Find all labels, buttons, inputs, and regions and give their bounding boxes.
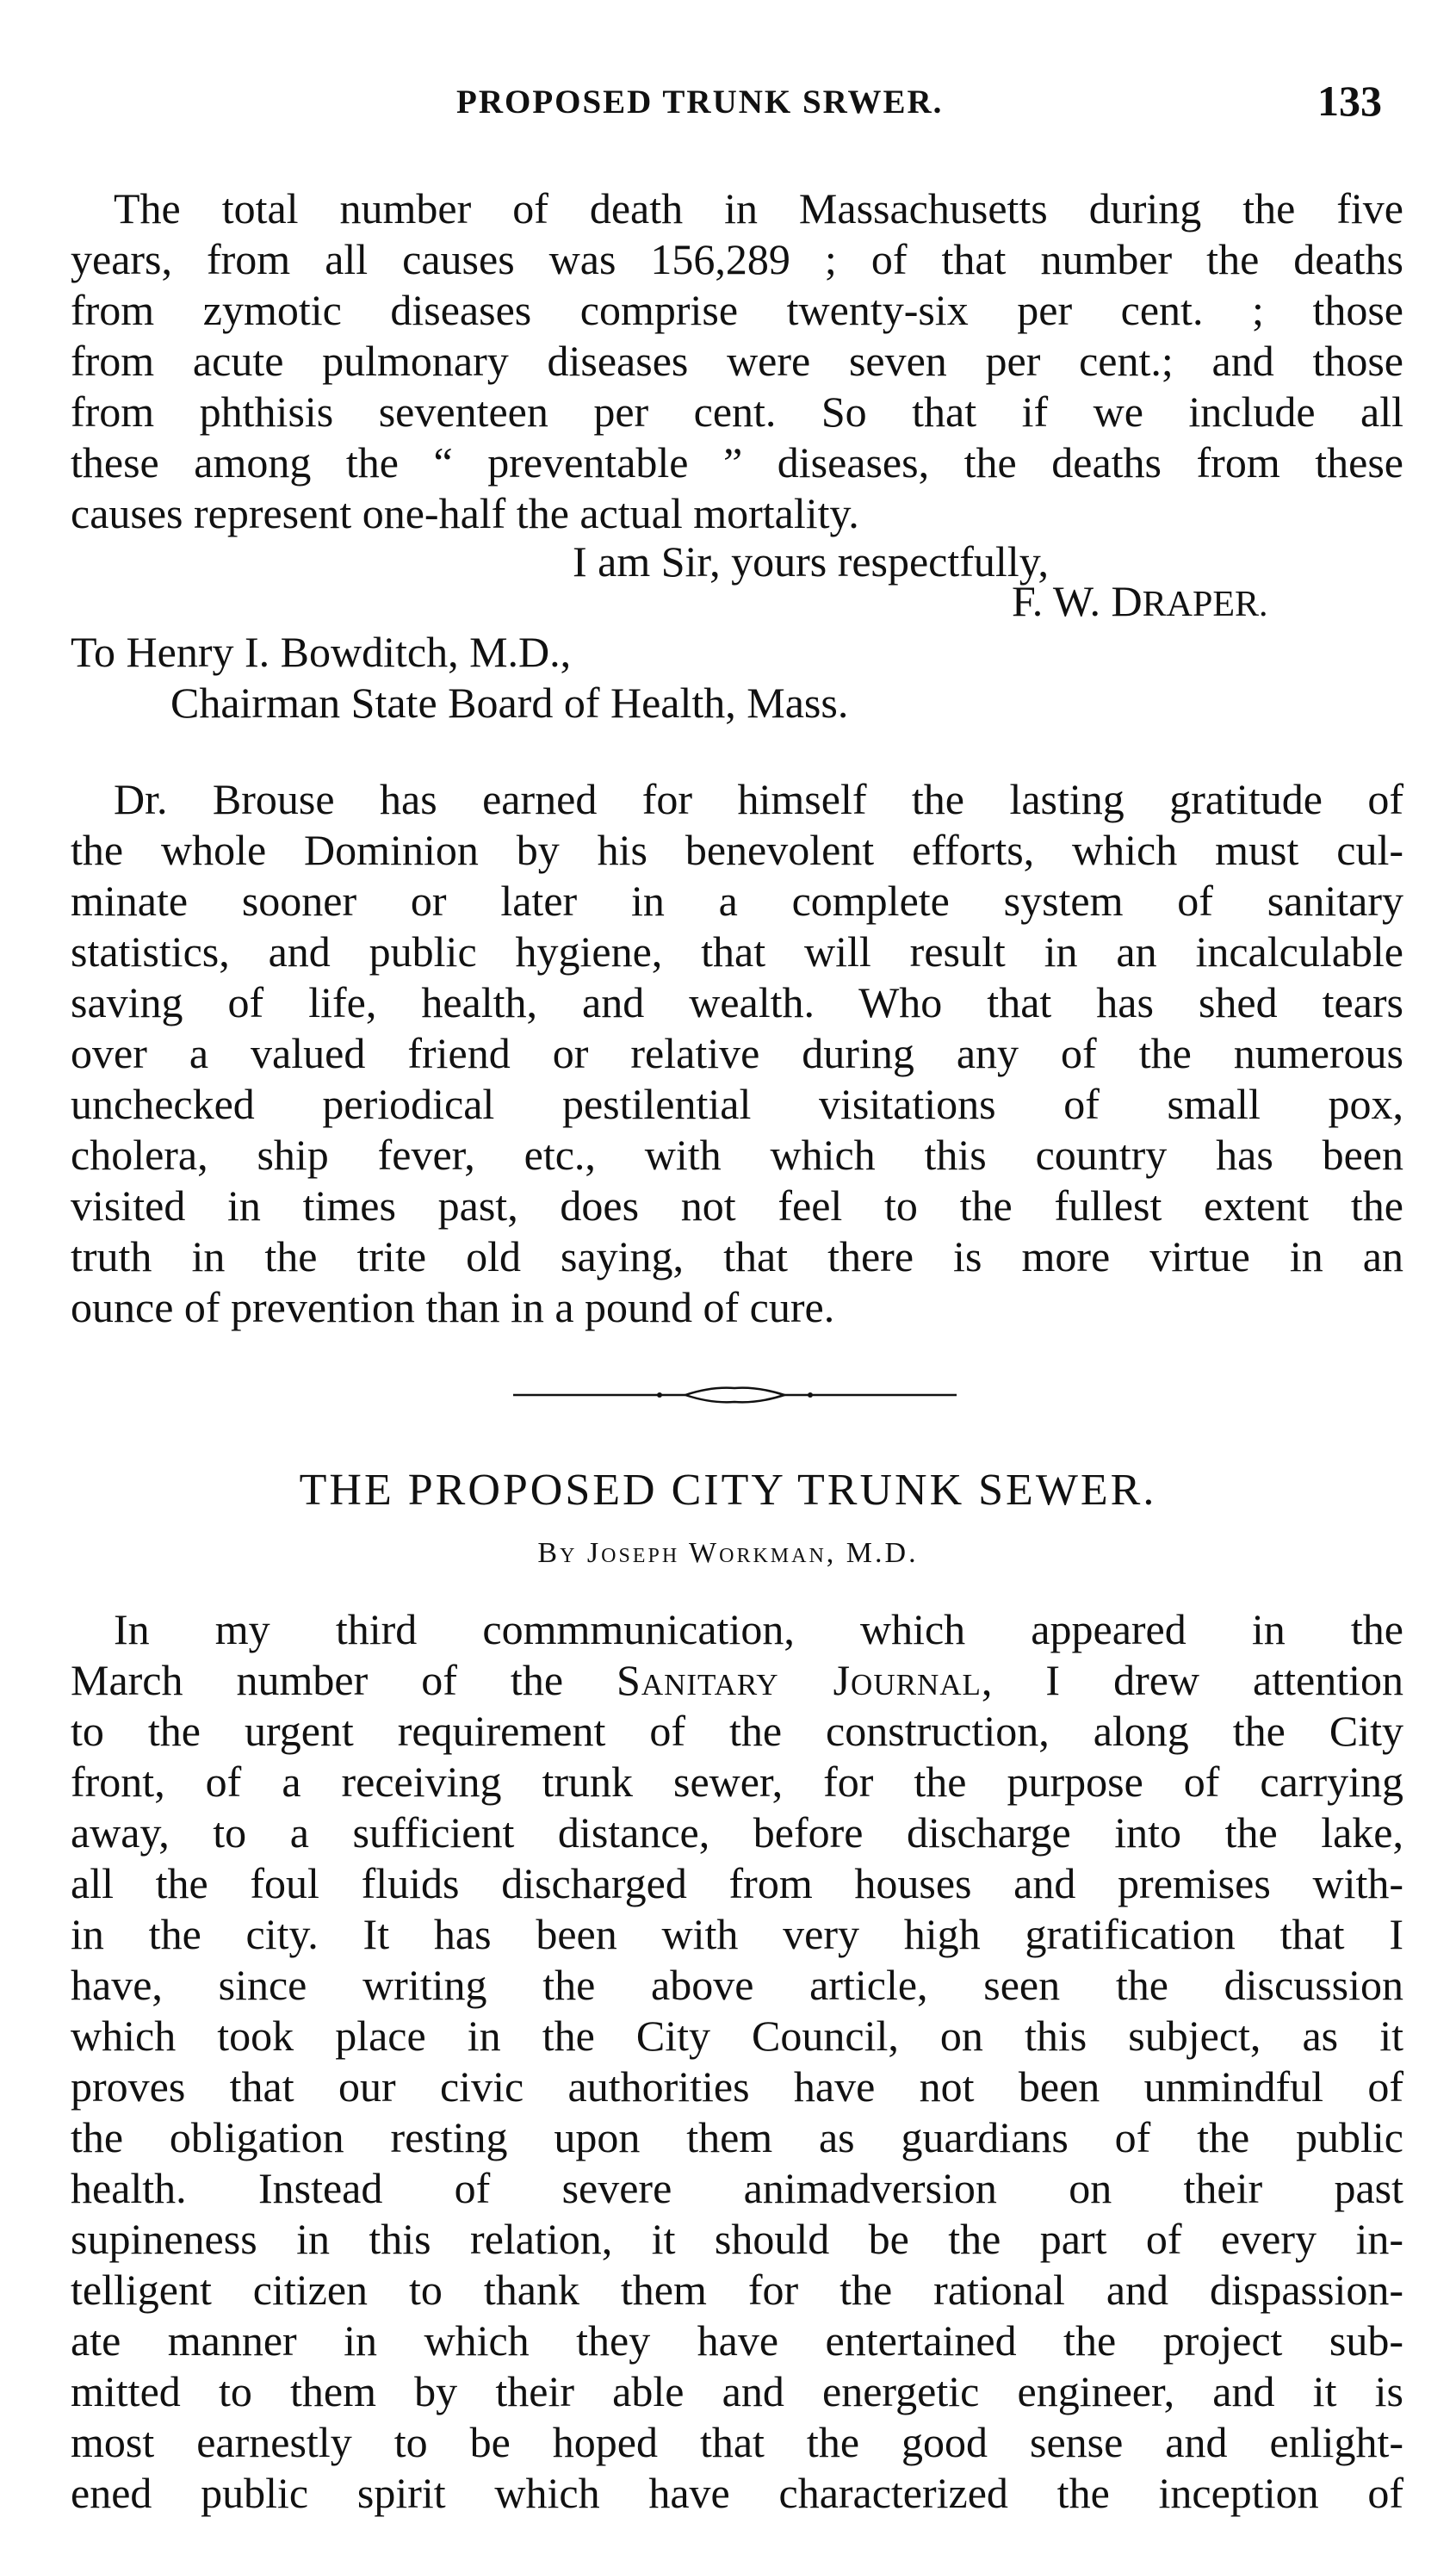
text-line: the whole Dominion by his benevolent efforts, which must cul- [71,826,1403,874]
text-line: which took place in the City Council, on this subject, as it [71,2012,1403,2060]
text-line: statistics, and public hygiene, that will result in an incalculable [71,927,1403,976]
text-line: The total number of death in Massachusetts during the five [114,184,1403,232]
text-line: from zymotic diseases comprise twenty-six per cent. ; those [71,286,1403,334]
text-segment: , I drew attention [981,1656,1403,1704]
text-line: all the foul fluids discharged from houses and premises with- [71,1859,1403,1907]
text-line: visited in times past, does not feel to the fullest extent the [71,1181,1403,1230]
text-line [71,1654,1403,1706]
text-line: unchecked periodical pestilential visitations of small pox, [71,1080,1403,1128]
text-line: causes represent one-half the actual mortality. [71,489,859,537]
text-line: ounce of prevention than in a pound of cure. [71,1283,835,1331]
text-line: these among the “ preventable ” diseases, the deaths from these [71,438,1403,487]
signature-surname: RAPER. [1142,585,1268,624]
letter-addressee-title: Chairman State Board of Health, Mass. [170,679,849,727]
text-line: in the city. It has been with very high gratification that I [71,1910,1403,1958]
text-line: proves that our civic authorities have not been unmindful of [71,2062,1403,2111]
text-line: saving of life, health, and wealth. Who that has shed tears [71,978,1403,1026]
text-line: most earnestly to be hoped that the good sense and enlight- [71,2418,1403,2466]
text-line: supineness in this relation, it should be the part of every in- [71,2215,1403,2263]
text-line: telligent citizen to thank them for the rational and dispassion- [71,2266,1403,2314]
text-line: from phthisis seventeen per cent. So that if we include all [71,388,1403,436]
text-line: have, since writing the above article, seen the discussion [71,1961,1403,2009]
text-line: to the urgent requirement of the construction, along the City [71,1707,1403,1755]
text-line: front, of a receiving trunk sewer, for the purpose of carrying [71,1758,1403,1806]
letter-signature [1012,575,1268,630]
signature-initials: F. W. D [1012,577,1143,625]
page-number: 133 [1317,77,1382,125]
text-line: truth in the trite old saying, that there is more virtue in an [71,1232,1403,1280]
text-segment: March number of the [71,1656,617,1704]
article-byline: By Joseph Workman, M.D. [537,1537,919,1569]
letter-addressee: To Henry I. Bowditch, M.D., [71,628,572,676]
text-line: In my third commmunication, which appeared in the [114,1605,1403,1653]
text-line: health. Instead of severe animadversion on their past [71,2164,1403,2212]
running-title: PROPOSED TRUNK SRWER. [456,84,944,121]
journal-name: Sanitary Journal [616,1656,982,1704]
running-head [0,77,1456,131]
text-line: Dr. Brouse has earned for himself the lasting gratitude of [114,775,1403,823]
text-line: cholera, ship fever, etc., with which this country has been [71,1131,1403,1179]
letter-closing: I am Sir, yours respectfully, [573,537,1049,586]
text-line: from acute pulmonary diseases were seven per cent.; and those [71,337,1403,385]
text-line: minate sooner or later in a complete system of sanitary [71,877,1403,925]
text-line: ened public spirit which have characterized the inception of [71,2469,1403,2517]
text-line: away, to a sufficient distance, before discharge into the lake, [71,1808,1403,1857]
text-line: mitted to them by their able and energetic engineer, and it is [71,2367,1403,2415]
ornamental-divider [513,1385,957,1405]
text-line: over a valued friend or relative during any of the numerous [71,1029,1403,1077]
text-line: years, from all causes was 156,289 ; of that number the deaths [71,235,1403,283]
article-title: THE PROPOSED CITY TRUNK SEWER. [299,1466,1157,1515]
text-line: ate manner in which they have entertained the project sub- [71,2316,1403,2365]
text-line: the obligation resting upon them as guardians of the public [71,2113,1403,2161]
